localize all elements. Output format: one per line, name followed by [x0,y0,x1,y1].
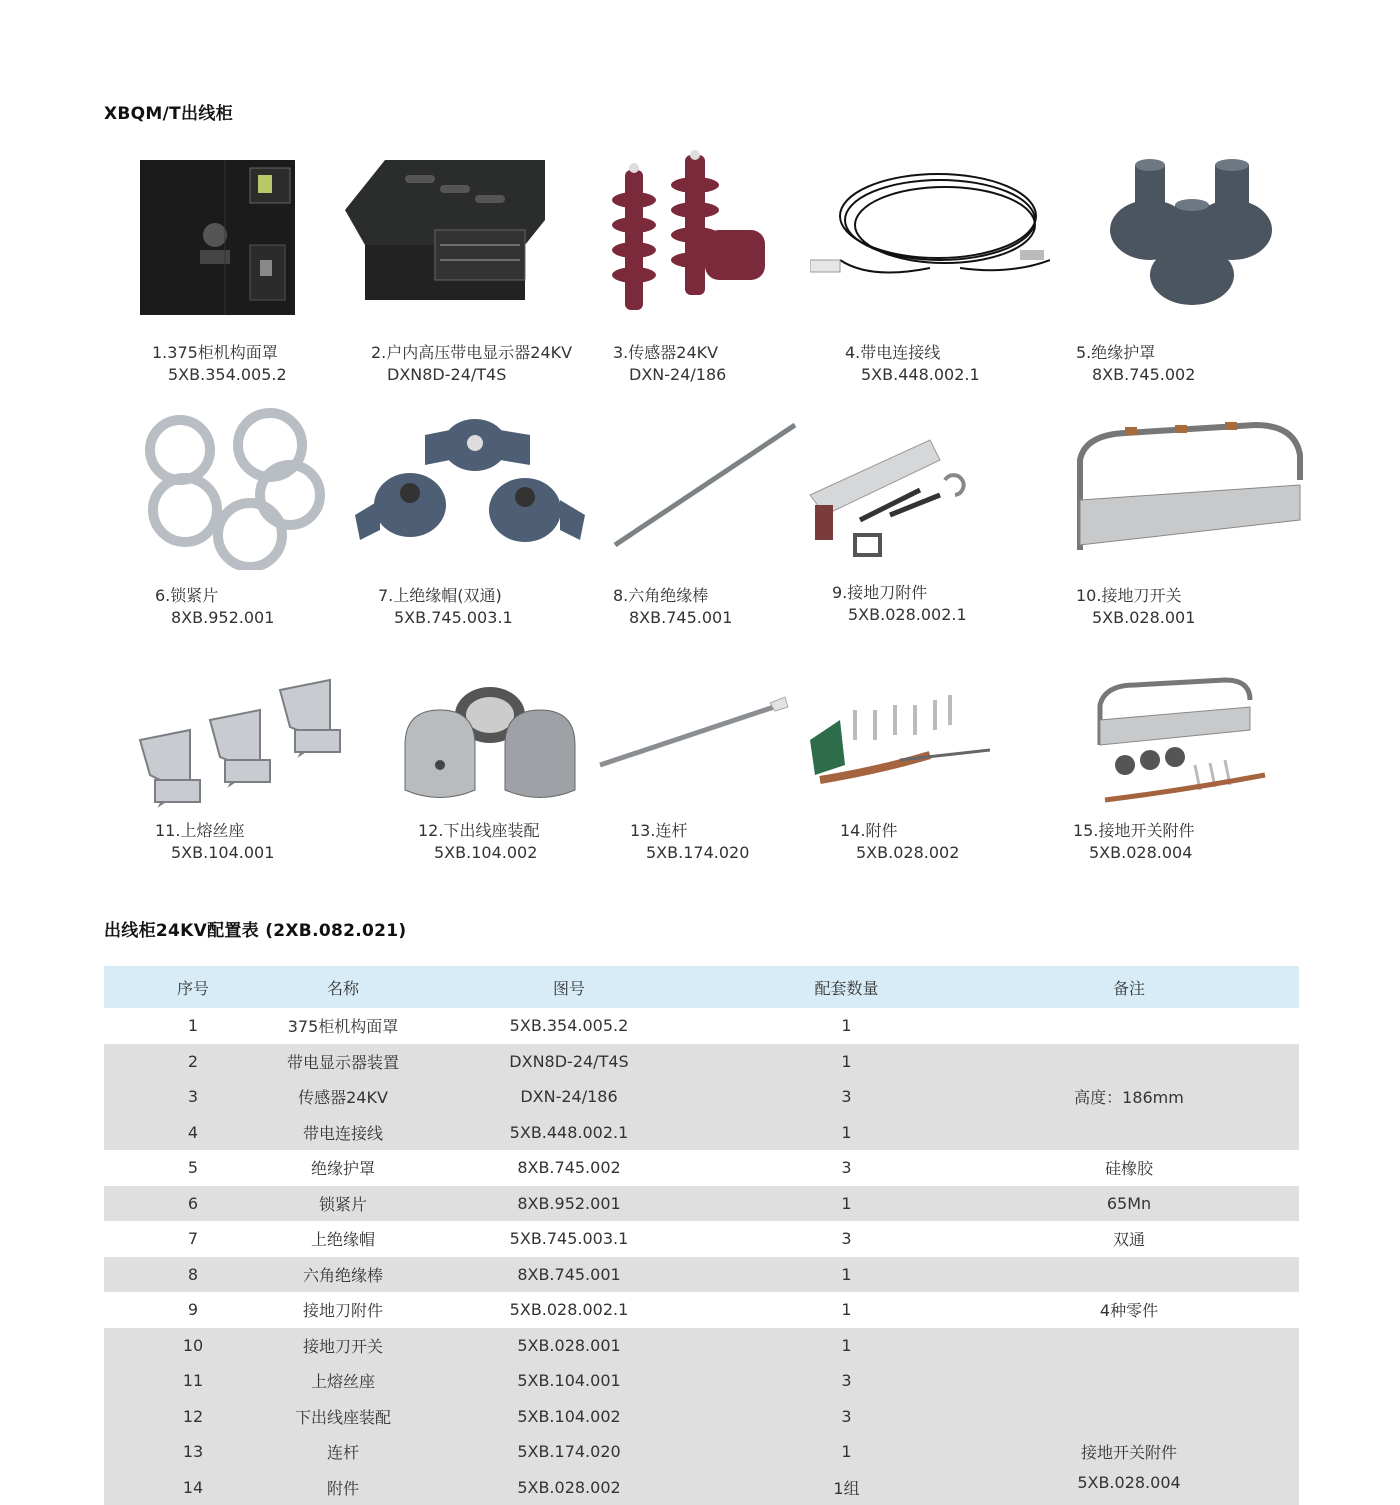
product-item [1095,150,1335,370]
cell-no: 3 [104,1079,282,1115]
product-item [345,405,585,625]
cell-qty: 1 [734,1328,959,1364]
hex-rod-icon [605,405,805,570]
cell-no: 10 [104,1328,282,1364]
cell-code: 5XB.028.002.1 [404,1292,734,1328]
table-row [104,1150,1299,1186]
cell-name: 上熔丝座 [282,1363,404,1399]
product-name: 11.上熔丝座 [155,821,244,840]
product-code: 5XB.028.002.1 [832,604,967,626]
cell-note [959,1328,1299,1505]
accessories-icon [800,665,1000,830]
product-code: 5XB.104.002 [418,842,539,864]
cell-qty: 1 [734,1115,959,1151]
header-name: 名称 [282,966,404,1008]
product-name: 14.附件 [840,821,897,840]
cell-qty: 1 [734,1044,959,1080]
product-name: 3.传感器24KV [613,343,718,362]
cell-note: 双通 [959,1221,1299,1257]
live-display-icon [345,150,545,315]
product-code: 5XB.448.002.1 [845,364,980,386]
note-line: 接地开关附件 [959,1440,1299,1463]
link-rod-icon [590,665,790,830]
switch-accessories-icon [1085,665,1285,830]
product-name: 2.户内高压带电显示器24KV [371,343,572,362]
product-code: 8XB.745.002 [1076,364,1195,386]
product-name: 15.接地开关附件 [1073,821,1194,840]
product-item [120,665,360,885]
cell-name: 接地刀附件 [282,1292,404,1328]
product-code: 5XB.174.020 [630,842,749,864]
table-row [104,1044,1299,1080]
product-name: 9.接地刀附件 [832,583,927,602]
cell-code: 5XB.028.001 [404,1328,734,1364]
table-row [104,1292,1299,1328]
cell-name: 下出线座装配 [282,1399,404,1435]
header-code: 图号 [404,966,734,1008]
cell-code: 8XB.745.002 [404,1150,734,1186]
product-name: 7.上绝缘帽(双通) [378,586,502,605]
product-name: 4.带电连接线 [845,343,940,362]
cell-note [959,1257,1299,1293]
lock-washer-icon [135,405,335,570]
cell-code: 5XB.104.002 [404,1399,734,1435]
cell-no: 1 [104,1008,282,1044]
sensor-icon [595,150,795,315]
cell-code: 5XB.354.005.2 [404,1008,734,1044]
product-item [1055,405,1295,625]
mechanism-cover-icon [130,150,330,315]
cell-name: 连杆 [282,1434,404,1470]
cell-code: 5XB.028.002 [404,1470,734,1505]
table-row [104,1257,1299,1293]
cell-note: 65Mn [959,1186,1299,1222]
cell-no: 9 [104,1292,282,1328]
cell-qty: 1 [734,1257,959,1293]
note-line: 5XB.028.004 [959,1473,1299,1492]
cell-name: 附件 [282,1470,404,1505]
cell-code: 5XB.745.003.1 [404,1221,734,1257]
table-header-row [104,966,1299,1008]
product-name: 12.下出线座装配 [418,821,539,840]
product-item [120,150,360,370]
table-row [104,1008,1299,1044]
cell-qty: 3 [734,1363,959,1399]
cell-name: 带电连接线 [282,1115,404,1151]
header-qty: 配套数量 [734,966,959,1008]
cell-no: 13 [104,1434,282,1470]
cell-qty: 1 [734,1292,959,1328]
fuse-base-icon [130,665,350,830]
cell-no: 7 [104,1221,282,1257]
cell-no: 6 [104,1186,282,1222]
cell-no: 2 [104,1044,282,1080]
cell-code: 5XB.448.002.1 [404,1115,734,1151]
product-name: 8.六角绝缘棒 [613,586,708,605]
insulating-cap-icon [355,405,585,570]
cell-name: 接地刀开关 [282,1328,404,1364]
cell-note: 4种零件 [959,1292,1299,1328]
product-code: 5XB.028.001 [1076,607,1195,629]
product-code: 8XB.952.001 [155,607,274,629]
table-row [104,1221,1299,1257]
product-name: 13.连杆 [630,821,687,840]
product-name: 1.375柜机构面罩 [152,343,278,362]
cell-name: 锁紧片 [282,1186,404,1222]
cell-name: 绝缘护罩 [282,1150,404,1186]
cell-qty: 3 [734,1150,959,1186]
product-item [790,665,1030,885]
cell-name: 六角绝缘棒 [282,1257,404,1293]
product-item [335,150,575,370]
product-item [580,665,820,885]
cell-code: 8XB.745.001 [404,1257,734,1293]
cell-code: 5XB.104.001 [404,1363,734,1399]
product-item [1075,665,1315,885]
product-name: 5.绝缘护罩 [1076,343,1155,362]
cell-note: 硅橡胶 [959,1150,1299,1186]
table-title: 出线柜24KV配置表 (2XB.082.021) [104,916,406,941]
grounding-switch-icon [1065,405,1305,570]
cell-qty: 3 [734,1221,959,1257]
header-note: 备注 [959,966,1299,1008]
cell-code: DXN-24/186 [404,1079,734,1115]
cell-qty: 1 [734,1434,959,1470]
cell-name: 带电显示器装置 [282,1044,404,1080]
cell-no: 8 [104,1257,282,1293]
product-item [790,405,1030,625]
product-item [800,150,1040,370]
cell-code: 5XB.174.020 [404,1434,734,1470]
insulating-cover-icon [1105,150,1305,315]
cell-name: 上绝缘帽 [282,1221,404,1257]
product-item [585,150,825,370]
cell-no: 12 [104,1399,282,1435]
table-row [104,1328,1299,1364]
outlet-seat-icon [395,665,595,830]
product-code: 8XB.745.001 [613,607,732,629]
product-code: 5XB.104.001 [155,842,274,864]
product-code: 5XB.745.003.1 [378,607,513,629]
cell-code: DXN8D-24/T4S [404,1044,734,1080]
table-row [104,1186,1299,1222]
cell-note: 高度：186mm [959,1044,1299,1151]
cell-no: 5 [104,1150,282,1186]
section-title: XBQM/T出线柜 [104,99,233,124]
cell-qty: 1 [734,1186,959,1222]
config-table [104,966,1299,1505]
cell-no: 11 [104,1363,282,1399]
cell-qty: 1 [734,1008,959,1044]
product-item [125,405,365,625]
cell-no: 4 [104,1115,282,1151]
cell-no: 14 [104,1470,282,1505]
product-code: 5XB.028.002 [840,842,959,864]
cable-icon [810,150,1050,315]
cell-name: 传感器24KV [282,1079,404,1115]
product-code: 5XB.028.004 [1073,842,1194,864]
product-code: DXN-24/186 [613,364,726,386]
cell-qty: 3 [734,1399,959,1435]
product-code: DXN8D-24/T4S [371,364,572,386]
product-name: 6.锁紧片 [155,586,218,605]
cell-code: 8XB.952.001 [404,1186,734,1222]
product-name: 10.接地刀开关 [1076,586,1181,605]
grounding-knife-parts-icon [800,405,1000,570]
cell-name: 375柜机构面罩 [282,1008,404,1044]
header-no: 序号 [104,966,282,1008]
cell-qty: 1组 [734,1470,959,1505]
cell-note [959,1008,1299,1044]
product-code: 5XB.354.005.2 [152,364,287,386]
cell-qty: 3 [734,1079,959,1115]
